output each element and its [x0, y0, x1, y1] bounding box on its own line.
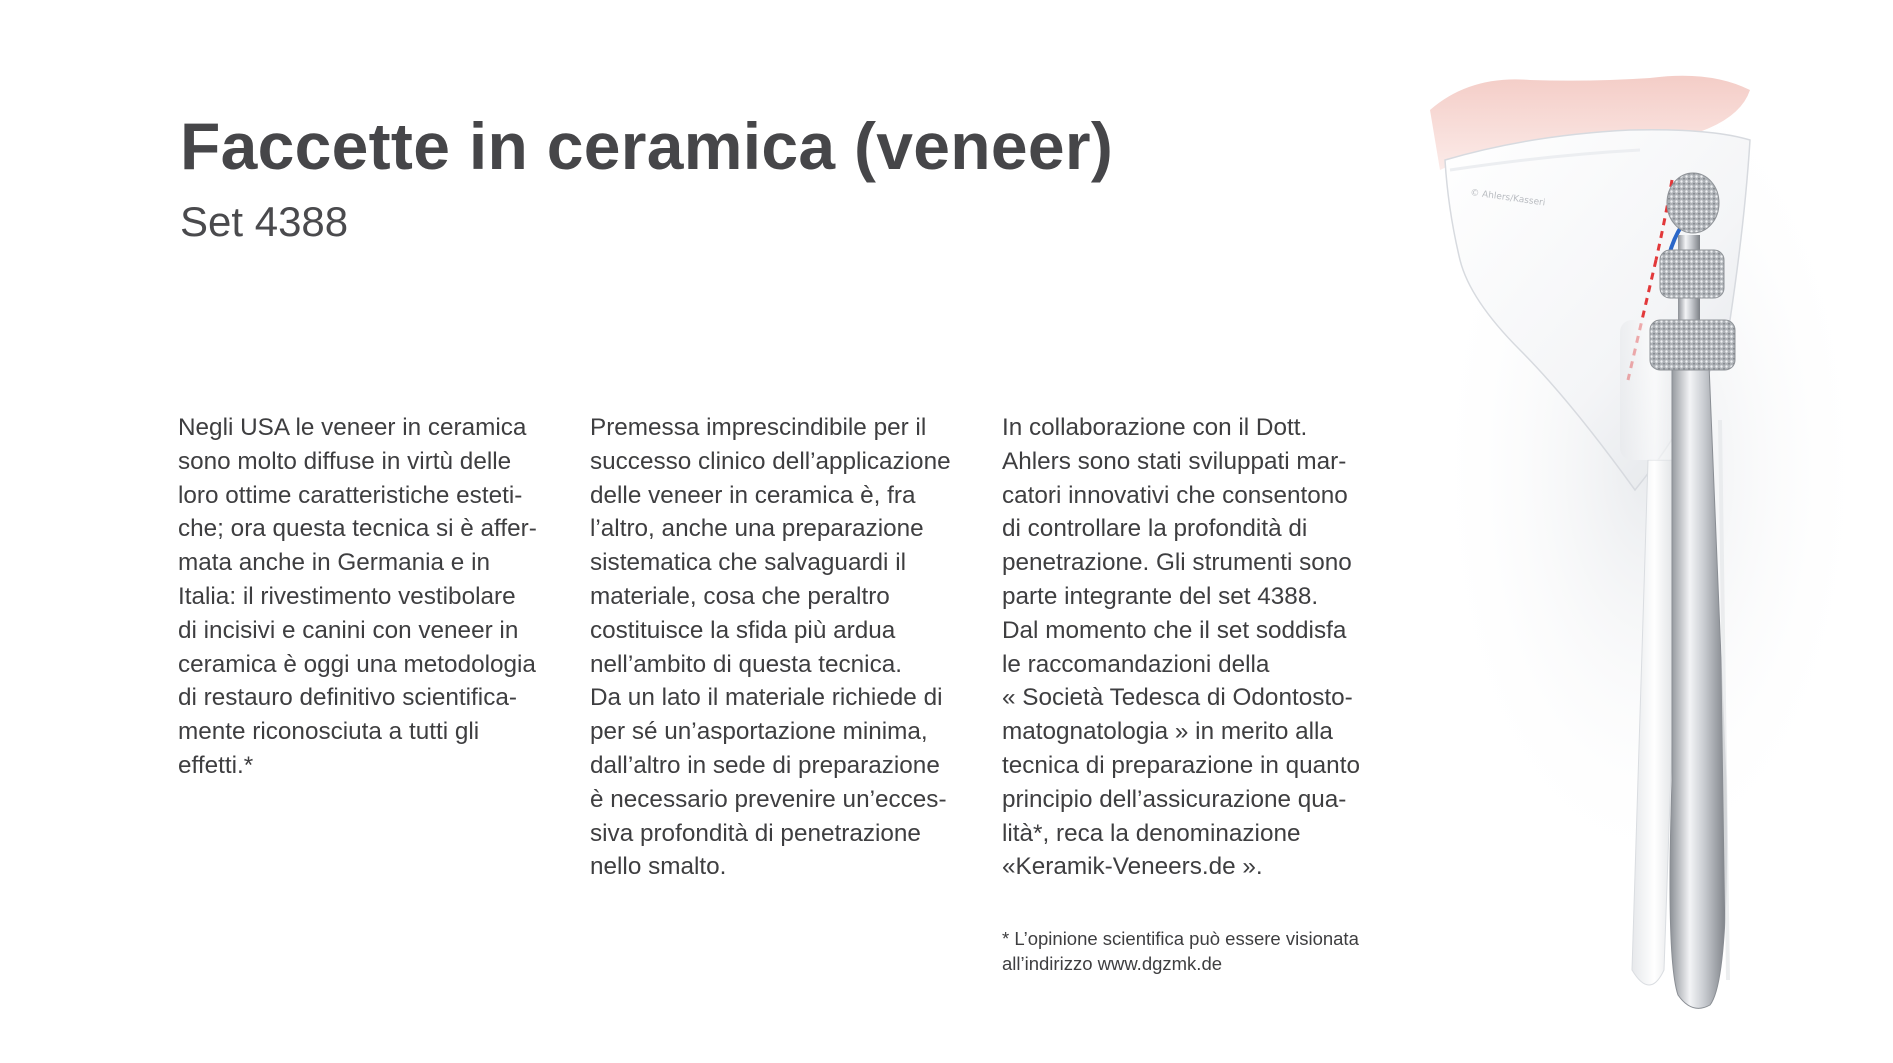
- text-line: di controllare la profondità di: [1002, 515, 1308, 543]
- footnote-line: * L’opinione scientifica può essere visionata: [1002, 928, 1359, 949]
- text-line: delle veneer in ceramica è, fra: [590, 481, 916, 509]
- text-line: matognatologia » in merito alla: [1002, 718, 1333, 746]
- text-line: Italia: il rivestimento vestibolare: [178, 582, 516, 610]
- text-line: catori innovativi che consentono: [1002, 481, 1348, 509]
- text-line: materiale, cosa che peraltro: [590, 582, 890, 610]
- text-line: penetrazione. Gli strumenti sono: [1002, 549, 1352, 577]
- text-line: le raccomandazioni della: [1002, 650, 1270, 678]
- text-line: loro ottime caratteristiche esteti-: [178, 481, 523, 509]
- text-line: sono molto diffuse in virtù delle: [178, 447, 512, 475]
- footnote: [1002, 926, 1359, 976]
- text-column-2: [590, 411, 982, 884]
- text-line: In collaborazione con il Dott.: [1002, 414, 1308, 441]
- text-line: lità*, reca la denominazione: [1002, 819, 1301, 847]
- text-line: costituisce la sfida più ardua: [590, 616, 896, 644]
- text-line: effetti.*: [178, 751, 254, 779]
- text-column-1: [178, 411, 570, 783]
- text-line: « Società Tedesca di Odontosto-: [1002, 684, 1353, 712]
- text-line: nell’ambito di questa tecnica.: [590, 650, 902, 678]
- text-line: parte integrante del set 4388.: [1002, 582, 1319, 610]
- text-line: ceramica è oggi una metodologia: [178, 650, 536, 678]
- text-line: di restauro definitivo scientifica-: [178, 684, 517, 712]
- text-line: che; ora questa tecnica si è affer-: [178, 515, 537, 543]
- text-line: successo clinico dell’applicazione: [590, 447, 951, 475]
- page-title: Faccette in ceramica (veneer): [180, 109, 1114, 183]
- text-line: è necessario prevenire un’ecces-: [590, 785, 947, 813]
- text-line: di incisivi e canini con veneer in: [178, 616, 519, 644]
- text-line: tecnica di preparazione in quanto: [1002, 751, 1360, 779]
- footnote-line: all’indirizzo www.dgzmk.de: [1002, 953, 1223, 974]
- text-line: «Keramik-Veneers.de ».: [1002, 853, 1263, 881]
- text-line: Dal momento che il set soddisfa: [1002, 616, 1347, 644]
- text-line: Premessa imprescindibile per il: [590, 414, 927, 441]
- tooth-bur-illustration: [1410, 20, 1850, 1020]
- tooth-watermark: © Ahlers/Kasseri: [1469, 188, 1546, 209]
- text-line: Da un lato il materiale richiede di: [590, 684, 943, 712]
- text-line: siva profondità di penetrazione: [590, 819, 921, 847]
- text-line: Negli USA le veneer in ceramica: [178, 414, 527, 441]
- page-subtitle: Set 4388: [180, 198, 349, 245]
- text-line: sistematica che salvaguardi il: [590, 549, 907, 577]
- text-line: principio dell’assicurazione qua-: [1002, 785, 1347, 813]
- text-line: mata anche in Germania e in: [178, 549, 490, 577]
- text-line: dall’altro in sede di preparazione: [590, 751, 940, 779]
- text-line: Ahlers sono stati sviluppati mar-: [1002, 447, 1347, 475]
- text-line: nello smalto.: [590, 853, 727, 881]
- text-line: per sé un’asportazione minima,: [590, 718, 928, 746]
- text-line: mente riconosciuta a tutti gli: [178, 718, 480, 746]
- text-column-3: [1002, 411, 1394, 884]
- text-line: l’altro, anche una preparazione: [590, 515, 924, 543]
